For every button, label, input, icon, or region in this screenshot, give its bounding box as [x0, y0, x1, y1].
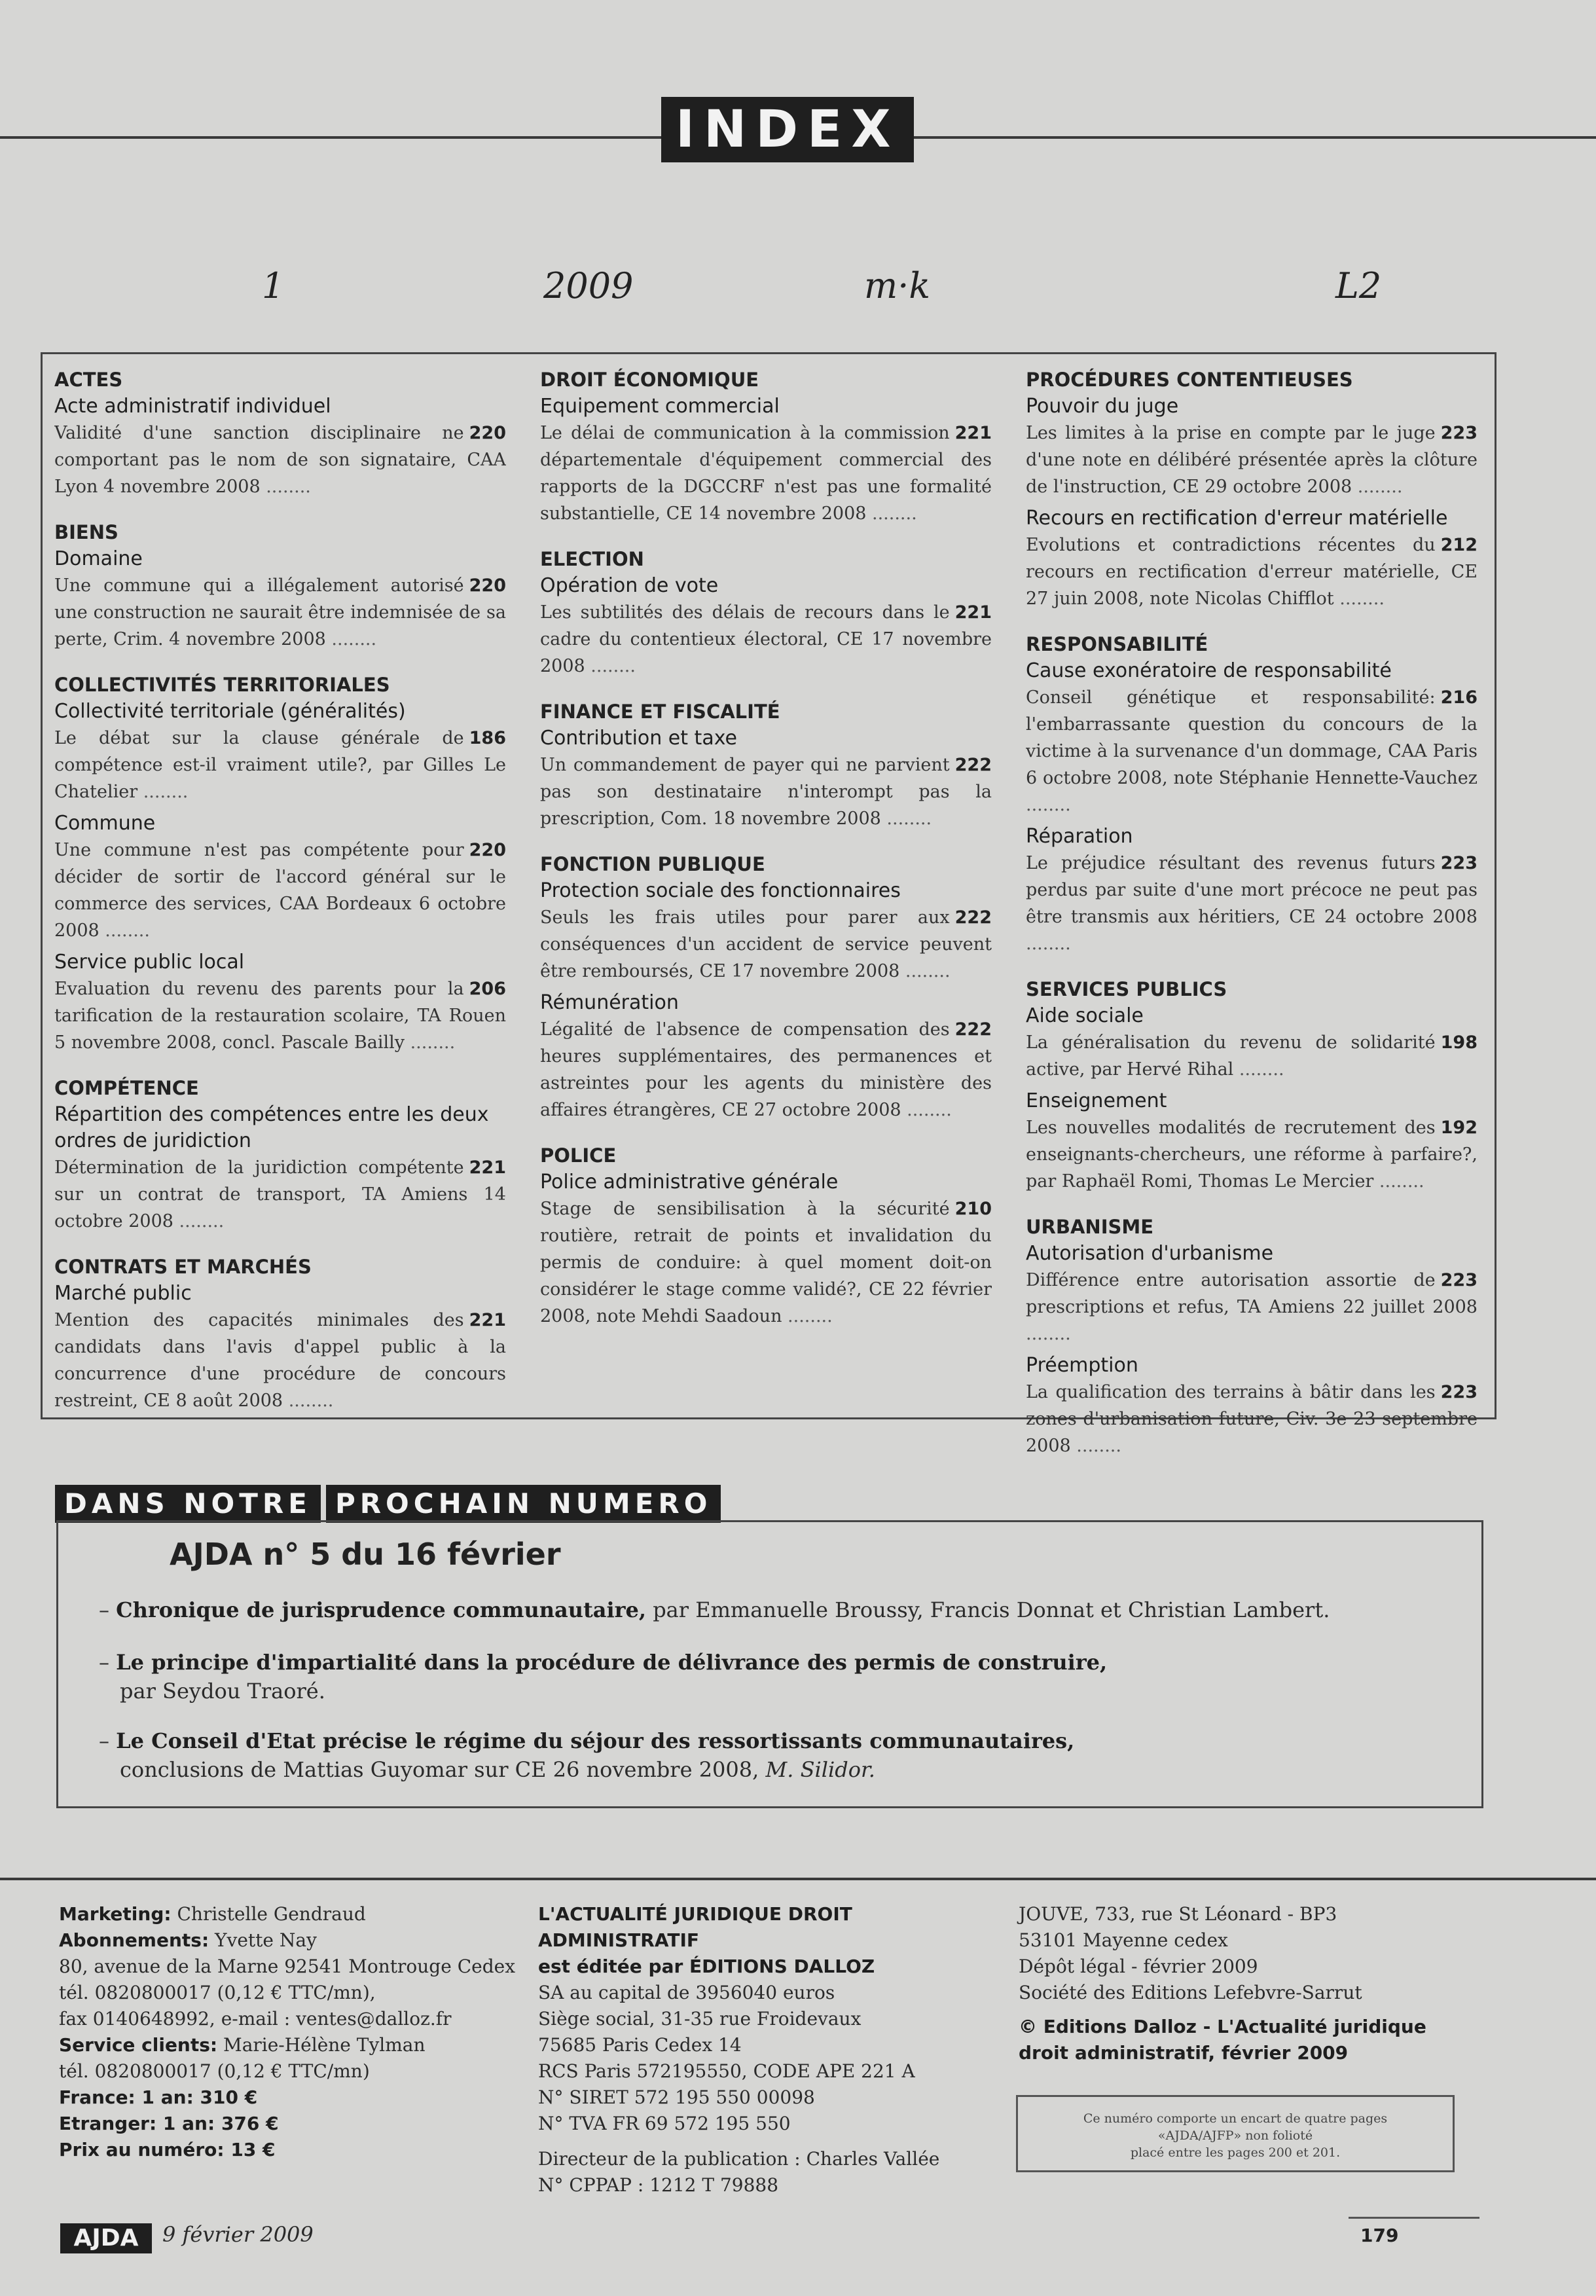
- publisher-title: L'ACTUALITÉ JURIDIQUE DROIT ADMINISTRATIF: [538, 1903, 852, 1951]
- article-title: Le principe d'impartialité dans la procédure de délivrance des permis de construire,: [116, 1650, 1108, 1675]
- index-entry-text: Le délai de communication à la commission départementale d'équipement commercial des rapports de la DGCCRF n'est pas une formalité substantielle, CE 14 novembre 2008: [540, 423, 992, 524]
- leader-dots: ........: [137, 782, 189, 802]
- phone: tél. 0820800017 (0,12 € TTC/mn),: [59, 1982, 376, 2003]
- index-entry: [1026, 420, 1478, 500]
- index-subject: Police administrative générale: [540, 1171, 839, 1194]
- publisher-subtitle: est éditée par ÉDITIONS DALLOZ: [538, 1956, 875, 1977]
- publisher-line: RCS Paris 572195550, CODE APE 221 A: [538, 2060, 915, 2082]
- next-issue-title: AJDA n° 5 du 16 février: [170, 1537, 561, 1572]
- index-subject: Collectivité territoriale (généralités): [54, 700, 406, 723]
- marketing-label: Marketing:: [59, 1903, 172, 1925]
- index-page-ref[interactable]: 192: [1440, 1118, 1478, 1138]
- abonnements-name: Yvette Nay: [209, 1929, 317, 1951]
- insert-notice: [1016, 2095, 1455, 2172]
- publisher-line: Siège social, 31-35 rue Froidevaux: [538, 2008, 861, 2030]
- index-page-ref[interactable]: 220: [469, 423, 506, 443]
- publisher-line: 75685 Paris Cedex 14: [538, 2034, 742, 2056]
- index-entry: [540, 420, 992, 527]
- leader-dots: ........: [404, 1032, 456, 1053]
- leader-dots: ........: [866, 503, 917, 524]
- index-section-heading: BIENS: [54, 521, 118, 543]
- index-page-ref[interactable]: 223: [1440, 423, 1478, 443]
- index-subject: Recours en rectification d'erreur matérielle: [1026, 507, 1448, 530]
- price-etranger: Etranger: 1 an: 376 €: [59, 2113, 279, 2134]
- printer-line: 53101 Mayenne cedex: [1019, 1929, 1228, 1951]
- phone: tél. 0820800017 (0,12 € TTC/mn): [59, 2060, 370, 2082]
- index-box: [41, 352, 1496, 1456]
- next-issue-article-1: – Chronique de jurisprudence communautaire, par Emmanuelle Broussy, Francis Donnat et Christian Lambert.: [99, 1597, 1330, 1622]
- next-issue-label-b: PROCHAIN NUMERO: [326, 1485, 721, 1523]
- index-entry-text: Validité d'une sanction disciplinaire ne comportant pas le nom de son signataire, CAA Lyon 4 novembre 2008: [54, 423, 506, 497]
- index-entry-text: Les nouvelles modalités de recrutement des enseignants-chercheurs, une réforme à parfaire?, par Raphaël Romi, Thomas Le Mercier: [1026, 1118, 1478, 1192]
- index-entry: [54, 837, 506, 944]
- index-section-heading: COLLECTIVITÉS TERRITORIALES: [54, 674, 390, 696]
- handwritten-note-3: m·k: [864, 265, 931, 306]
- index-entry: [1026, 1379, 1478, 1459]
- index-entry: [1026, 1029, 1478, 1083]
- leader-dots: ........: [899, 961, 951, 981]
- index-entry-text: Différence entre autorisation assortie de prescriptions et refus, TA Amiens 22 juillet 2008: [1026, 1270, 1478, 1317]
- index-section-heading: URBANISME: [1026, 1216, 1154, 1238]
- index-subject: Rémunération: [540, 991, 679, 1014]
- index-entry-text: Une commune qui a illégalement autorisé une construction ne saurait être indemnisée de sa perte, Crim. 4 novembre 2008: [54, 575, 506, 649]
- index-entry: [1026, 1114, 1478, 1195]
- leader-dots: ........: [1233, 1059, 1284, 1080]
- index-entry: [54, 1307, 506, 1414]
- notice-line: «AJDA/AJFP» non folioté: [1157, 2128, 1313, 2143]
- index-section-heading: SERVICES PUBLICS: [1026, 978, 1227, 1000]
- ajda-logo: AJDA: [60, 2223, 152, 2253]
- publisher-line: SA au capital de 3956040 euros: [538, 1982, 835, 2003]
- index-page-ref[interactable]: 186: [469, 728, 506, 748]
- leader-dots: ........: [1373, 1171, 1424, 1192]
- index-entry: [1026, 532, 1478, 612]
- leader-dots: ........: [782, 1306, 833, 1326]
- printer-line: JOUVE, 733, rue St Léonard - BP3: [1019, 1903, 1337, 1925]
- page-title: INDEX: [661, 97, 914, 162]
- index-page-ref[interactable]: 212: [1440, 535, 1478, 555]
- index-entry-text: Le débat sur la clause générale de compétence est-il vraiment utile?, par Gilles Le Chatelier: [54, 728, 506, 802]
- index-entry-text: Seuls les frais utiles pour parer aux conséquences d'un accident de service peuvent être remboursés, CE 17 novembre 2008: [540, 907, 992, 981]
- handwritten-note-2: 2009: [543, 265, 634, 306]
- index-subject: Acte administratif individuel: [54, 395, 331, 418]
- index-page-ref[interactable]: 216: [1440, 687, 1478, 708]
- index-subject: Opération de vote: [540, 574, 719, 597]
- notice-line: Ce numéro comporte un encart de quatre pages: [1083, 2111, 1388, 2126]
- marketing-name: Christelle Gendraud: [171, 1903, 366, 1925]
- index-page-ref[interactable]: 198: [1440, 1032, 1478, 1053]
- copyright-line: droit administratif, février 2009: [1019, 2042, 1349, 2064]
- next-issue-box: [56, 1520, 1483, 1808]
- index-entry: [540, 1016, 992, 1123]
- index-entry-text: Stage de sensibilisation à la sécurité routière, retrait de points et invalidation du permis de conduire: à quel moment doit-on considérer le stage comme validé?, CE 22 février 2008, note Mehdi Saadoun: [540, 1199, 992, 1326]
- bleed-through-text: [60, 255, 72, 304]
- index-entry: [540, 1195, 992, 1330]
- index-section-heading: FONCTION PUBLIQUE: [540, 853, 765, 875]
- next-issue-article-2: – Le principe d'impartialité dans la procédure de délivrance des permis de construire, par Seydou Traoré.: [99, 1650, 1108, 1704]
- leader-dots: ........: [1026, 1324, 1071, 1344]
- index-subject: Marché public: [54, 1282, 192, 1305]
- index-subject: Equipement commercial: [540, 395, 780, 418]
- index-entry-text: Détermination de la juridiction compétente sur un contrat de transport, TA Amiens 14 octobre 2008: [54, 1157, 506, 1231]
- leader-dots: ........: [901, 1100, 952, 1120]
- price-france: France: 1 an: 310 €: [59, 2086, 258, 2108]
- index-page-ref[interactable]: 210: [954, 1199, 992, 1219]
- index-entry: [54, 975, 506, 1056]
- index-entry: [1026, 684, 1478, 818]
- article-author: par Seydou Traoré.: [120, 1679, 325, 1704]
- index-entry-text: Légalité de l'absence de compensation des heures supplémentaires, des permanences et astreintes pour les agents du ministère des affaires étrangères, CE 27 octobre 2008: [540, 1019, 992, 1120]
- index-subject: Pouvoir du juge: [1026, 395, 1179, 418]
- notice-line: placé entre les pages 200 et 201.: [1130, 2145, 1341, 2160]
- next-issue-banner: [55, 1485, 721, 1523]
- index-subject: Domaine: [54, 547, 143, 570]
- next-issue-label-a: DANS NOTRE: [55, 1485, 321, 1523]
- abonnements-label: Abonnements:: [59, 1929, 209, 1951]
- index-entry-text: Mention des capacités minimales des candidats dans l'avis d'appel public à la concurrence d'une procédure de concours restreint, CE 8 août 2008: [54, 1310, 506, 1411]
- index-entry-text: Evolutions et contradictions récentes du recours en rectification d'erreur matérielle, CE 27 juin 2008, note Nicolas Chifflot: [1026, 535, 1478, 609]
- index-page-ref[interactable]: 222: [954, 755, 992, 775]
- index-subject: Cause exonératoire de responsabilité: [1026, 659, 1392, 682]
- index-subject: Autorisation d'urbanisme: [1026, 1242, 1274, 1265]
- index-page-ref[interactable]: 220: [469, 840, 506, 860]
- article-title: Le Conseil d'Etat précise le régime du séjour des ressortissants communautaires,: [116, 1728, 1075, 1753]
- index-entry: [54, 420, 506, 500]
- leader-dots: ........: [1026, 795, 1071, 815]
- index-entry-text: Conseil génétique et responsabilité: l'embarrassante question du concours de la victime à la survenance d'un dommage, CAA Paris 6 octobre 2008, note Stéphanie Hennette-Vauchez: [1026, 687, 1478, 788]
- leader-dots: ........: [1070, 1436, 1121, 1456]
- index-entry: [54, 572, 506, 653]
- index-section-heading: POLICE: [540, 1144, 617, 1167]
- index-entry-text: Evaluation du revenu des parents pour la tarification de la restauration scolaire, TA Rouen 5 novembre 2008, concl. Pascale Bailly: [54, 979, 506, 1053]
- leader-dots: ........: [880, 809, 932, 829]
- leader-dots: ........: [173, 1211, 225, 1231]
- leader-dots: ........: [1352, 477, 1403, 497]
- index-section-heading: COMPÉTENCE: [54, 1077, 199, 1099]
- leader-dots: ........: [283, 1391, 334, 1411]
- index-subject: Protection sociale des fonctionnaires: [540, 879, 901, 902]
- leader-dots: ........: [1333, 589, 1385, 609]
- index-column-1: [54, 367, 506, 1419]
- index-section-heading: CONTRATS ET MARCHÉS: [54, 1256, 312, 1278]
- footer-contacts: [59, 1901, 530, 2163]
- index-page-ref[interactable]: 223: [1440, 1382, 1478, 1402]
- index-section-heading: DROIT ÉCONOMIQUE: [540, 369, 759, 391]
- index-section-heading: ACTES: [54, 369, 123, 391]
- index-entry: [1026, 850, 1478, 957]
- index-page-ref[interactable]: 206: [469, 979, 506, 999]
- index-subject: Contribution et taxe: [540, 727, 737, 750]
- handwritten-note-1: 1: [262, 265, 285, 306]
- page-number-rule: [1349, 2217, 1479, 2219]
- index-subject: Préemption: [1026, 1354, 1138, 1377]
- index-entry-text: Une commune n'est pas compétente pour décider de sortir de l'accord général sur le commerce des services, CAA Bordeaux 6 octobre 2008: [54, 840, 506, 941]
- footer-printer: [1019, 1901, 1490, 2066]
- article-author: par Emmanuelle Broussy, Francis Donnat et Christian Lambert.: [646, 1597, 1330, 1622]
- index-subject: Répartition des compétences entre les deux ordres de juridiction: [54, 1103, 489, 1152]
- printer-line: Société des Editions Lefebvre-Sarrut: [1019, 1982, 1362, 2003]
- index-section-heading: ELECTION: [540, 548, 644, 570]
- index-subject: Réparation: [1026, 825, 1133, 848]
- index-page-ref[interactable]: 221: [954, 423, 992, 443]
- publisher-line: N° TVA FR 69 572 195 550: [538, 2113, 791, 2134]
- index-section-heading: PROCÉDURES CONTENTIEUSES: [1026, 369, 1353, 391]
- index-page-ref[interactable]: 222: [954, 1019, 992, 1040]
- index-entry-text: La qualification des terrains à bâtir dans les zones d'urbanisation future, Civ. 3e 23 septembre 2008: [1026, 1382, 1478, 1456]
- index-column-2: [540, 367, 992, 1335]
- publisher-line: N° SIRET 572 195 550 00098: [538, 2086, 815, 2108]
- price-issue: Prix au numéro: 13 €: [59, 2139, 276, 2160]
- index-page-ref[interactable]: 220: [469, 575, 506, 596]
- fax-email: fax 0140648992, e-mail : ventes@dalloz.fr: [59, 2008, 452, 2030]
- index-entry: [54, 1154, 506, 1235]
- index-entry-text: Le préjudice résultant des revenus futurs perdus par suite d'une mort précoce ne peut pas être transmis aux héritiers, CE 24 octobre 2008: [1026, 853, 1478, 927]
- printer-line: Dépôt légal - février 2009: [1019, 1956, 1258, 1977]
- handwritten-note-4: L2: [1335, 265, 1382, 306]
- index-section-heading: FINANCE ET FISCALITÉ: [540, 701, 780, 723]
- publisher-line: N° CPPAP : 1212 T 79888: [538, 2174, 779, 2196]
- issue-date: 9 février 2009: [162, 2222, 314, 2247]
- article-case: M. Silidor.: [765, 1757, 875, 1782]
- article-author: conclusions de Mattias Guyomar sur CE 26 novembre 2008,: [120, 1757, 759, 1782]
- index-page-ref[interactable]: 223: [1440, 1270, 1478, 1290]
- leader-dots: ........: [99, 920, 150, 941]
- index-subject: Service public local: [54, 951, 245, 974]
- leader-dots: ........: [260, 477, 311, 497]
- index-section-heading: RESPONSABILITÉ: [1026, 633, 1208, 655]
- index-column-3: [1026, 367, 1478, 1465]
- index-entry-text: Les limites à la prise en compte par le juge d'une note en délibéré présentée après la clôture de l'instruction, CE 29 octobre 2008: [1026, 423, 1478, 497]
- leader-dots: ........: [325, 629, 377, 649]
- index-subject: Aide sociale: [1026, 1004, 1144, 1027]
- article-title: Chronique de jurisprudence communautaire,: [116, 1597, 647, 1622]
- index-page-ref[interactable]: 223: [1440, 853, 1478, 873]
- page-number: 179: [1360, 2225, 1399, 2246]
- index-entry: [540, 904, 992, 985]
- address: 80, avenue de la Marne 92541 Montrouge Cedex: [59, 1956, 515, 1977]
- index-entry: [54, 725, 506, 805]
- index-entry-text: Un commandement de payer qui ne parvient pas son destinataire n'interompt pas la prescription, Com. 18 novembre 2008: [540, 755, 992, 829]
- footer-rule: [0, 1878, 1596, 1880]
- next-issue-article-3: – Le Conseil d'Etat précise le régime du séjour des ressortissants communautaires, conclusions de Mattias Guyomar sur CE 26 novembre 2008, M. Silidor.: [99, 1728, 1075, 1782]
- index-page-ref[interactable]: 221: [469, 1157, 506, 1178]
- footer-publisher: [538, 1901, 1009, 2198]
- service-name: Marie-Hélène Tylman: [217, 2034, 426, 2056]
- index-subject: Commune: [54, 812, 156, 835]
- service-label: Service clients:: [59, 2034, 218, 2056]
- publisher-line: Directeur de la publication : Charles Vallée: [538, 2148, 940, 2170]
- index-entry-text: Les subtilités des délais de recours dans le cadre du contentieux électoral, CE 17 novembre 2008: [540, 602, 992, 676]
- leader-dots: ........: [585, 656, 636, 676]
- index-entry: [1026, 1267, 1478, 1347]
- index-page-ref[interactable]: 221: [469, 1310, 506, 1330]
- index-entry: [540, 599, 992, 680]
- leader-dots: ........: [1026, 934, 1071, 954]
- index-subject: Enseignement: [1026, 1089, 1167, 1112]
- index-page-ref[interactable]: 222: [954, 907, 992, 928]
- index-page-ref[interactable]: 221: [954, 602, 992, 623]
- index-entry-text: La généralisation du revenu de solidarité active, par Hervé Rihal: [1026, 1032, 1436, 1080]
- index-entry: [540, 752, 992, 832]
- copyright-line: © Editions Dalloz - L'Actualité juridique: [1019, 2016, 1426, 2037]
